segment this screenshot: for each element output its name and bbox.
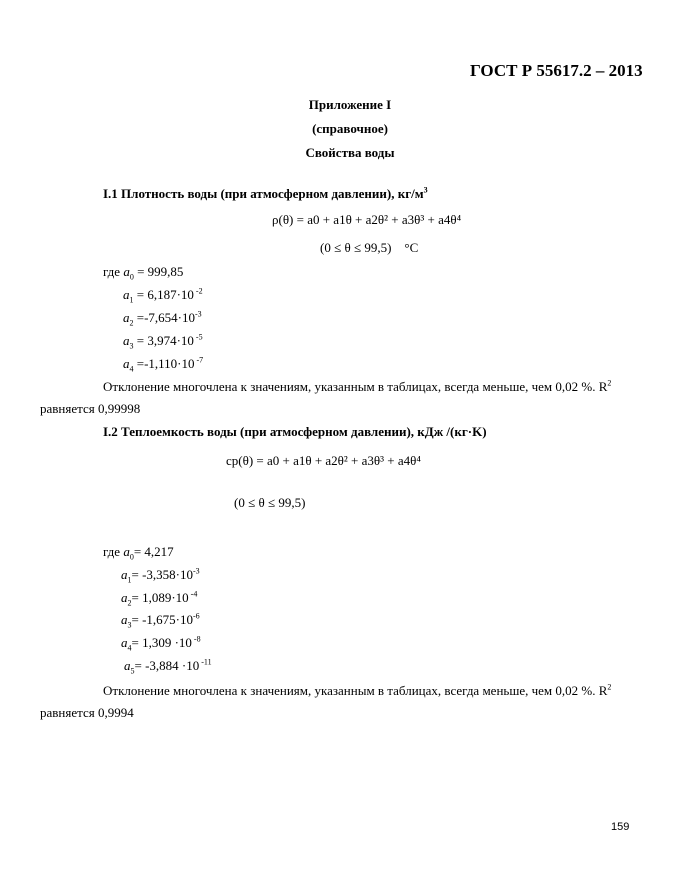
section2-note-end: равняется 0,9994 <box>40 705 134 720</box>
document-header: ГОСТ Р 55617.2 – 2013 <box>470 61 643 80</box>
density-range: (0 ≤ θ ≤ 99,5) °C <box>320 240 419 255</box>
page-number: 159 <box>611 821 630 833</box>
coef-row: $a_1= -3,358\cdot 10^{-3}$ <box>121 566 200 585</box>
density-formula: ρ(θ) = a0 + a1θ + a2θ² + a3θ³ + a4θ⁴ <box>272 212 462 227</box>
appendix-subject: Свойства воды <box>305 145 395 160</box>
coef-row: $a_2 =-7,654\cdot 10^{-3}$ <box>123 309 202 328</box>
appendix-type: (справочное) <box>312 121 388 136</box>
section1-note: Отклонение многочлена к значениям, указанным в таблицах, всегда меньше, чем 0,02 %. $R^2$ <box>103 378 612 394</box>
appendix-title: Приложение I <box>308 97 392 112</box>
section2-note: Отклонение многочлена к значениям, указанным в таблицах, всегда меньше, чем 0,02 %. $R^2$ <box>103 682 612 698</box>
coef-row: $a_2= 1,089\cdot 10$ $^{-4}$ <box>121 589 198 608</box>
section2-heading: I.2 Теплоемкость воды (при атмосферном давлении), кДж /(кг·K) <box>103 424 487 439</box>
heat-capacity-range: (0 ≤ θ ≤ 99,5) <box>234 495 306 510</box>
coef-row: где $a_0= 4,217$ <box>103 544 174 562</box>
section1-note-end: равняется 0,99998 <box>40 401 141 416</box>
coef-row: $a_4 =-1,110\cdot 10$ $^{-7}$ <box>123 355 204 374</box>
coef-row: $a_3= -1,675\cdot 10^{-6}$ <box>121 611 200 630</box>
coef-row: $a_1 = 6,187\cdot 10$ $^{-2}$ <box>123 286 203 305</box>
coef-row: $a_4= 1,309 \cdot 10$ $^{-8}$ <box>121 634 201 653</box>
coef-row: где $a_0 = 999,85$ <box>103 264 184 282</box>
coef-row: $a_5= -3,884 \cdot 10$ $^{-11}$ <box>124 657 212 676</box>
coef-row: $a_3 = 3,974\cdot 10$ $^{-5}$ <box>123 332 203 351</box>
section1-heading: I.1 Плотность воды (при атмосферном давлении), $кг/м^3$ <box>103 185 428 201</box>
heat-capacity-formula: cp(θ) = a0 + a1θ + a2θ² + a3θ³ + a4θ⁴ <box>226 453 421 468</box>
